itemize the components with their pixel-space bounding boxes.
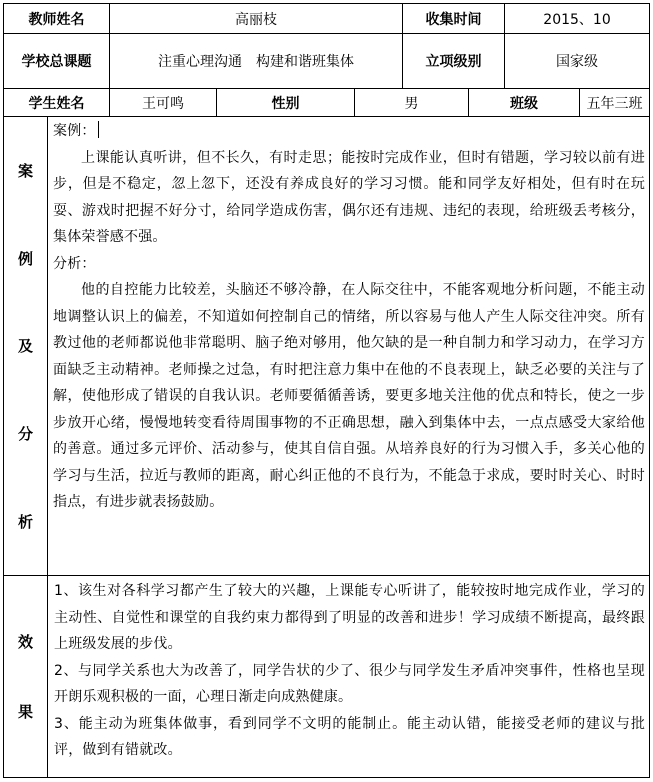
class-label: 班级 <box>469 89 580 117</box>
effect-body[interactable] <box>48 576 650 778</box>
analysis-text: 他的自控能力比较差，头脑还不够冷静，在人际交往中，不能客观地分析问题，不能主动地调整认识上的偏差，不知道如何控制自己的情绪，所以容易与他人产生人际交往冲突。所有教过他的老师都说他非常聪明、脑子绝对够用，他欠缺的是一种自制力和学习动力，在学习方面缺乏主动精神。老师操之过急，有时把注意力集中在他的不良表现上，缺乏必要的关注与了解，使他形成了错误的自我认识。老师要循循善诱，要更多地关注他的优点和特长，使之一步步放开心绪，慢慢地转变看待周围事物的不正确思想，融入到集体中去，一点点感受大家给他的善意。通过多元评价、活动参与，使其自信自强。从培养良好的行为习惯入手，多关心他的学习与生活，拉近与教师的距离，耐心纠正他的不良行为，不能急于求成，要时时关心、时时指点，有进步就表扬鼓励。 <box>53 282 646 510</box>
class-value: 五年三班 <box>580 89 650 117</box>
effect-item: 2、与同学关系也大为改善了，同学告状的少了、很少与同学发生矛盾冲突事件，性格也呈现开朗乐观积极的一面，心理日渐走向成熟健康。 <box>54 662 646 705</box>
side-char: 例 <box>17 249 33 268</box>
project-level-label: 立项级别 <box>403 34 505 89</box>
teacher-name-value: 高丽枝 <box>110 4 403 34</box>
collect-time-value: 2015、10 <box>505 4 650 34</box>
case-text: 上课能认真听讲，但不长久，有时走思；能按时完成作业，但时有错题，学习较以前有进步，但是不稳定，忽上忽下，还没有养成良好的学习习惯。能和同学友好相处，但有时在玩耍、游戏时把握不好分寸，给同学造成伤害，偶尔还有违规、违纪的表现，给班级丢考核分，集体荣誉感不强。 <box>53 149 646 245</box>
collect-time-label: 收集时间 <box>403 4 505 34</box>
side-char: 果 <box>17 703 33 722</box>
row-effect <box>4 576 650 778</box>
side-char: 分 <box>17 425 33 444</box>
row-case-analysis <box>4 117 650 576</box>
effect-side-label <box>4 576 48 778</box>
side-char: 及 <box>17 337 33 356</box>
text-cursor <box>98 121 99 138</box>
effect-item: 1、该生对各科学习都产生了较大的兴趣，上课能专心听讲了，能较按时地完成作业，学习的主动性、自觉性和课堂的自我约束力都得到了明显的改善和进步！学习成绩不断提高，最终跟上班级发展的步伐。 <box>54 583 646 652</box>
case-analysis-side-label <box>4 117 48 576</box>
effect-item: 3、能主动为班集体做事，看到同学不文明的能制止。能主动认错，能接受老师的建议与批评，做到有错就改。 <box>54 715 646 758</box>
case-heading: 案例： <box>53 118 645 145</box>
row-student <box>4 89 650 117</box>
gender-label: 性别 <box>217 89 355 117</box>
teacher-name-label: 教师姓名 <box>4 4 110 34</box>
case-analysis-body[interactable] <box>48 117 650 576</box>
gender-value: 男 <box>355 89 469 117</box>
student-case-form <box>3 3 650 778</box>
side-char: 效 <box>17 632 33 651</box>
analysis-heading: 分析： <box>53 255 96 272</box>
school-topic-label: 学校总课题 <box>4 34 110 89</box>
project-level-value: 国家级 <box>505 34 650 89</box>
student-name-label: 学生姓名 <box>4 89 110 117</box>
row-topic <box>4 34 650 89</box>
side-char: 析 <box>17 512 33 531</box>
school-topic-value: 注重心理沟通 构建和谐班集体 <box>110 34 403 89</box>
student-name-value: 王可鸣 <box>110 89 217 117</box>
row-teacher <box>4 4 650 34</box>
side-char: 案 <box>17 162 33 181</box>
